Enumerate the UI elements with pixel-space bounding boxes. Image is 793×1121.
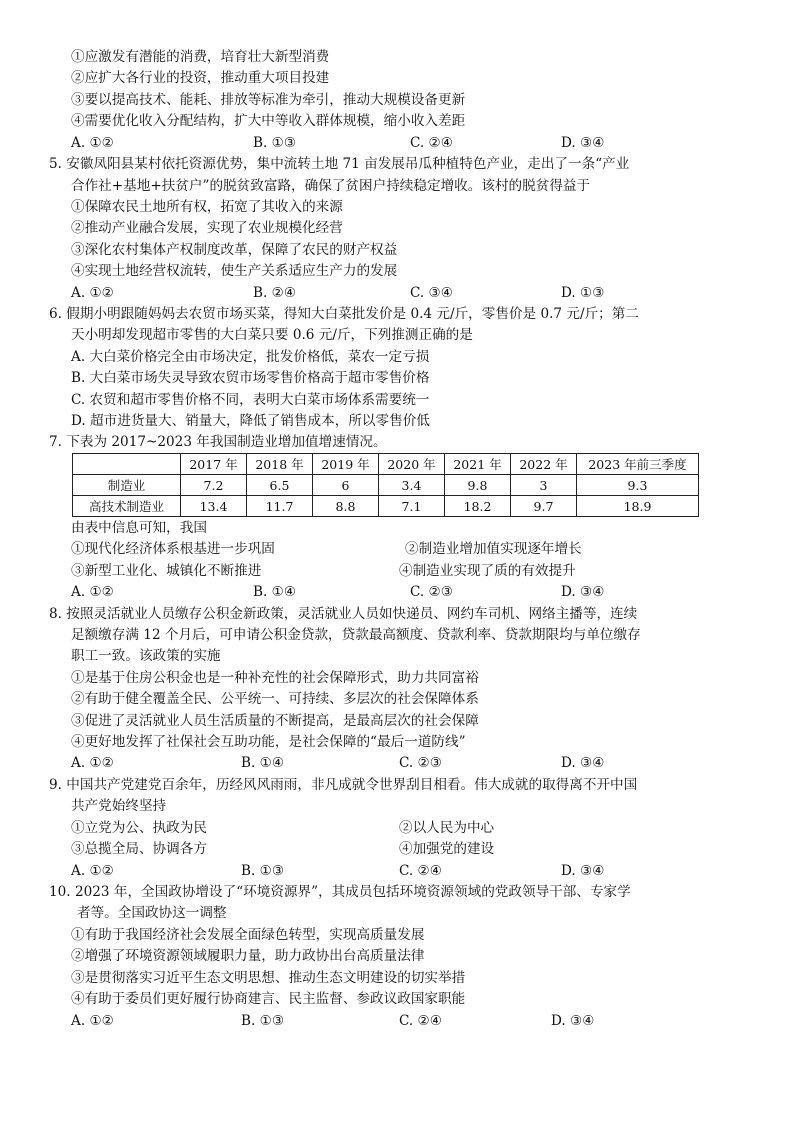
table-cell: 7.2 [181,475,247,496]
q10-choice-a: A. ①② [71,1013,114,1029]
q10-stem-line-2: 者等。全国政协这一调整 [77,905,227,921]
q9-option-1: ①立党为公、执政为民 [71,820,207,836]
table-cell: 6 [313,475,379,496]
table-header-cell: 2019 年 [313,454,379,475]
q9-choice-a: A. ①② [71,863,114,879]
table-header-cell: 2022 年 [511,454,577,475]
table-cell: 18.2 [445,496,511,517]
table-header-cell: 2017 年 [181,454,247,475]
q10-option-3: ③是贯彻落实习近平生态文明思想、推动生态文明建设的切实举措 [71,970,466,986]
q7-choice-c: C. ②③ [410,584,453,600]
q6-choice-a: A. 大白菜价格完全由市场决定，批发价格低，菜农一定亏损 [71,349,430,365]
q9-stem-line-1: 9. 中国共产党建党百余年，历经风风雨雨，非凡成就令世界刮目相看。伟大成就的取得离不开中国 [49,777,638,793]
table-header-cell: 2023 年前三季度 [577,454,699,475]
q8-stem-line-2: 足额缴存满 12 个月后，可申请公积金贷款，贷款最高额度、贷款利率、贷款期限均与单位缴存 [71,627,641,643]
table-cell: 3.4 [379,475,445,496]
q7-choice-a: A. ①② [71,584,114,600]
q8-option-4: ④更好地发挥了社保社会互助功能，是社会保障的“最后一道防线” [71,734,466,750]
q6-choice-c: C. 农贸和超市零售价格不同，表明大白菜市场体系需要统一 [71,392,430,408]
table-cell: 8.8 [313,496,379,517]
q5-choice-d: D. ①③ [561,285,605,301]
q4-option-2: ②应扩大各行业的投资，推动重大项目投建 [71,70,330,86]
q9-option-2: ②以人民为中心 [399,820,495,836]
q5-option-4: ④实现土地经营权流转，使生产关系适应生产力的发展 [71,263,398,279]
q7-stem-line-1: 7. 下表为 2017~2023 年我国制造业增加值增速情况。 [49,434,387,450]
q7-option-4: ④制造业实现了质的有效提升 [399,563,576,579]
q7-data-table [72,453,699,517]
q9-option-3: ③总揽全局、协调各方 [71,841,207,857]
table-row [73,496,699,517]
table-cell: 13.4 [181,496,247,517]
q10-option-4: ④有助于委员们更好履行协商建言、民主监督、参政议政国家职能 [71,991,466,1007]
q4-choice-c: C. ②④ [410,135,453,151]
table-row-header: 高技术制造业 [73,496,181,517]
q5-stem-line-2: 合作社+基地+扶贫户”的脱贫致富路，确保了贫困户持续稳定增收。该村的脱贫得益于 [71,178,591,194]
q6-choice-d: D. 超市进货量大、销量大，降低了销售成本，所以零售价低 [71,413,430,429]
table-row [73,475,699,496]
q8-choice-b: B. ①④ [241,755,285,771]
q4-choice-d: D. ③④ [561,135,605,151]
table-header-cell [73,454,181,475]
q8-option-3: ③促进了灵活就业人员生活质量的不断提高，是最高层次的社会保障 [71,713,479,729]
q8-choice-d: D. ③④ [561,755,605,771]
q9-choice-b: B. ①③ [241,863,285,879]
q4-option-1: ①应激发有潜能的消费，培育壮大新型消费 [71,49,330,65]
q8-stem-line-1: 8. 按照灵活就业人员缴存公积金新政策，灵活就业人员如快递员、网约车司机、网络主播等，连续 [49,606,638,622]
q5-option-1: ①保障农民土地所有权，拓宽了其收入的来源 [71,199,343,215]
q8-choice-a: A. ①② [71,755,114,771]
table-header-cell: 2020 年 [379,454,445,475]
q7-choice-d: D. ③④ [561,584,605,600]
q5-choice-b: B. ②④ [253,285,297,301]
table-header-row [73,454,699,475]
q9-stem-line-2: 共产党始终坚持 [71,798,167,814]
q7-option-3: ③新型工业化、城镇化不断推进 [71,563,262,579]
table-header-cell: 2018 年 [247,454,313,475]
q7-choice-b: B. ①④ [253,584,297,600]
q8-option-2: ②有助于健全覆盖全民、公平统一、可持续、多层次的社会保障体系 [71,691,479,707]
q9-choice-d: D. ③④ [561,863,605,879]
q5-option-3: ③深化农村集体产权制度改革，保障了农民的财产权益 [71,242,398,258]
q9-option-4: ④加强党的建设 [399,841,495,857]
q6-choice-b: B. 大白菜市场失灵导致农贸市场零售价格高于超市零售价格 [71,370,430,386]
q5-choice-c: C. ③④ [410,285,453,301]
table-cell: 9.3 [577,475,699,496]
q7-option-2: ②制造业增加值实现逐年增长 [405,541,582,557]
q8-choice-c: C. ②③ [399,755,442,771]
table-header-cell: 2021 年 [445,454,511,475]
q6-stem-line-2: 天小明却发现超市零售的大白菜只要 0.6 元/斤，下列推测正确的是 [71,327,473,343]
q10-option-2: ②增强了环境资源领域履职力量，助力政协出台高质量法律 [71,948,425,964]
table-cell: 9.8 [445,475,511,496]
q5-option-2: ②推动产业融合发展，实现了农业规模化经营 [71,220,343,236]
q5-stem-line-1: 5. 安徽凤阳县某村依托资源优势，集中流转土地 71 亩发展吊瓜种植特色产业，走出了一条“产业 [49,156,630,172]
table-cell: 9.7 [511,496,577,517]
q5-choice-a: A. ①② [71,285,114,301]
q4-option-3: ③要以提高技术、能耗、排放等标准为牵引，推动大规模设备更新 [71,92,466,108]
table-cell: 3 [511,475,577,496]
table-cell: 6.5 [247,475,313,496]
q10-choice-d: D. ③④ [551,1013,595,1029]
q8-stem-line-3: 职工一致。该政策的实施 [71,648,221,664]
q9-choice-c: C. ②④ [399,863,442,879]
q10-choice-c: C. ②④ [399,1013,442,1029]
q10-choice-b: B. ①③ [241,1013,285,1029]
q7-option-1: ①现代化经济体系根基进一步巩固 [71,541,275,557]
q4-choice-a: A. ①② [71,135,114,151]
table-row-header: 制造业 [73,475,181,496]
q4-choice-b: B. ①③ [253,135,297,151]
table-cell: 7.1 [379,496,445,517]
table-cell: 11.7 [247,496,313,517]
q6-stem-line-1: 6. 假期小明跟随妈妈去农贸市场买菜，得知大白菜批发价是 0.4 元/斤，零售价是 0.7 元/斤；第二 [49,306,639,322]
q10-option-1: ①有助于我国经济社会发展全面绿色转型，实现高质量发展 [71,927,425,943]
q10-stem-line-1: 10. 2023 年，全国政协增设了“环境资源界”，其成员包括环境资源领域的党政领导干部、专家学 [49,884,631,900]
q4-option-4: ④需要优化收入分配结构，扩大中等收入群体规模，缩小收入差距 [71,113,466,129]
table-cell: 18.9 [577,496,699,517]
q8-option-1: ①是基于住房公积金也是一种补充性的社会保障形式，助力共同富裕 [71,670,479,686]
q7-stem-line-2: 由表中信息可知，我国 [71,520,207,536]
